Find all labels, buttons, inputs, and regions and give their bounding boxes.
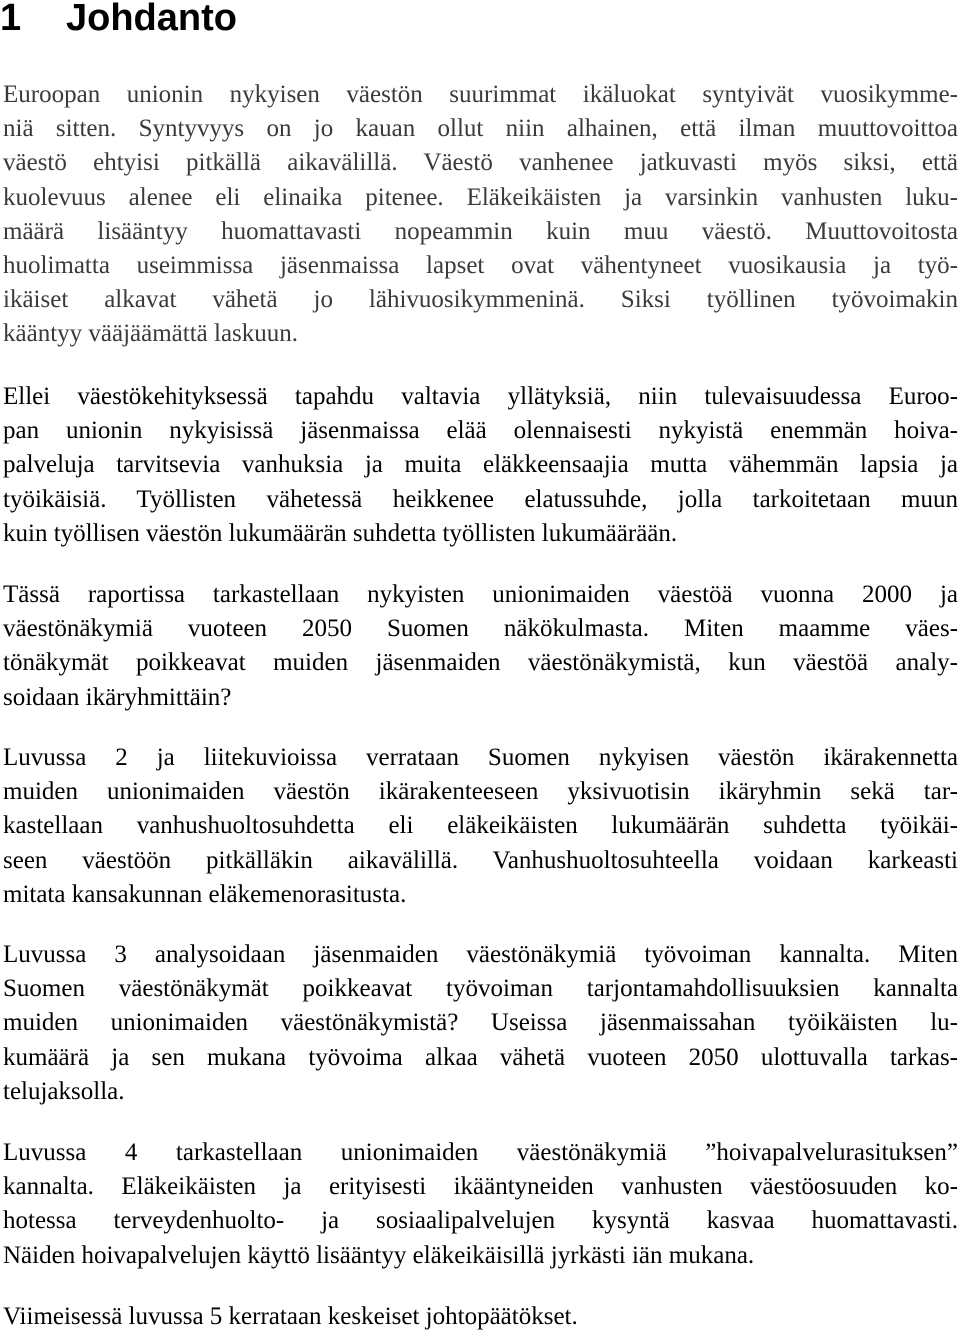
paragraph-line: Näiden hoivapalvelujen käyttö lisääntyy eläkeikäisillä jyrkästi iän mukana. bbox=[3, 1241, 755, 1269]
section-number: 1 bbox=[0, 0, 22, 39]
paragraph-line: Luvussa 3 analysoidaan jäsenmaiden väestönäkymiä työvoiman kannalta. Miten bbox=[3, 941, 958, 968]
paragraph-line: Viimeisessä luvussa 5 kerrataan keskeiset johtopäätökset. bbox=[3, 1303, 578, 1330]
paragraph-line: kastellaan vanhushuoltosuhdetta eli eläkeikäisten lukumäärän suhdetta työikäi- bbox=[3, 812, 958, 840]
paragraph-chapter-3 bbox=[3, 938, 958, 1109]
paragraph-line: Suomen väestönäkymät poikkeavat työvoiman tarjontamahdollisuuksien kannalta bbox=[3, 975, 958, 1003]
paragraph-chapter-4 bbox=[3, 1136, 958, 1273]
paragraph-line: kumäärä ja sen mukana työvoima alkaa vähetä vuoteen 2050 ulottuvalla tarkas- bbox=[3, 1043, 958, 1071]
paragraph-line: kuolevuus alenee eli elinaika pitenee. Eläkeikäisten ja varsinkin vanhusten luku- bbox=[3, 183, 958, 211]
paragraph-line: muiden unionimaiden väestön ikärakenteeseen yksivuotisin ikäryhmin sekä tar- bbox=[3, 778, 958, 806]
paragraph-line: Luvussa 2 ja liitekuvioissa verrataan Suomen nykyisen väestön ikärakennetta bbox=[3, 744, 958, 771]
paragraph-line: määrä lisääntyy huomattavasti nopeammin kuin muu väestö. Muuttovoitosta bbox=[3, 217, 958, 245]
paragraph-line: työikäisiä. Työllisten vähetessä heikkenee elatussuhde, jolla tarkoitetaan muun bbox=[3, 485, 958, 513]
paragraph-intro bbox=[3, 78, 958, 352]
paragraph-line: soidaan ikäryhmittäin? bbox=[3, 683, 232, 711]
section-heading bbox=[0, 0, 237, 42]
paragraph-line: väestönäkymiä vuoteen 2050 Suomen näkökulmasta. Miten maamme väes- bbox=[3, 615, 958, 643]
paragraph-line: muiden unionimaiden väestönäkymistä? Useissa jäsenmaissahan työikäisten lu- bbox=[3, 1009, 958, 1037]
paragraph-line: ikäiset alkavat vähetä jo lähivuosikymmeninä. Siksi työllinen työvoimakin bbox=[3, 286, 958, 314]
paragraph-line: pan unionin nykyisissä jäsenmaissa elää olennaisesti nykyistä enemmän hoiva- bbox=[3, 417, 958, 445]
paragraph-line: mitata kansakunnan eläkemenorasitusta. bbox=[3, 880, 407, 908]
section-title: Johdanto bbox=[66, 0, 237, 39]
paragraph-line: tönäkymät poikkeavat muiden jäsenmaiden väestönäkymistä, kun väestöä analy- bbox=[3, 649, 958, 677]
paragraph-line: kääntyy vääjäämättä laskuun. bbox=[3, 320, 299, 348]
paragraph-line: niä sitten. Syntyvyys on jo kauan ollut niin alhainen, että ilman muuttovoittoa bbox=[3, 115, 958, 143]
paragraph-line: kannalta. Eläkeikäisten ja erityisesti ikääntyneiden vanhusten väestöosuuden ko- bbox=[3, 1173, 958, 1201]
paragraph-chapter-2 bbox=[3, 741, 958, 912]
paragraph-future bbox=[3, 380, 958, 551]
paragraph-line: Ellei väestökehityksessä tapahdu valtavia yllätyksiä, niin tulevaisuudessa Euroo- bbox=[3, 383, 958, 410]
paragraph-line: väestö ehtyisi pitkällä aikavälillä. Väestö vanhenee jatkuvasti myös siksi, että bbox=[3, 149, 958, 177]
paragraph-conclusions bbox=[3, 1300, 958, 1334]
paragraph-line: telujaksolla. bbox=[3, 1077, 125, 1105]
paragraph-line: Luvussa 4 tarkastellaan unionimaiden väestönäkymiä ”hoivapalvelurasituksen” bbox=[3, 1139, 958, 1166]
paragraph-line: Tässä raportissa tarkastellaan nykyisten unionimaiden väestöä vuonna 2000 ja bbox=[3, 581, 958, 608]
paragraph-line: hotessa terveydenhuolto- ja sosiaalipalvelujen kysyntä kasvaa huomattavasti. bbox=[3, 1207, 958, 1235]
paragraph-report-scope bbox=[3, 578, 958, 715]
paragraph-line: seen väestöön pitkälläkin aikavälillä. Vanhushuoltosuhteella voidaan karkeasti bbox=[3, 846, 958, 874]
paragraph-line: huolimatta useimmissa jäsenmaissa lapset ovat vähentyneet vuosikausia ja työ- bbox=[3, 252, 958, 280]
paragraph-line: palveluja tarvitsevia vanhuksia ja muita eläkkeensaajia mutta vähemmän lapsia ja bbox=[3, 451, 958, 479]
paragraph-line: kuin työllisen väestön lukumäärän suhdetta työllisten lukumäärään. bbox=[3, 519, 678, 547]
paragraph-line: Euroopan unionin nykyisen väestön suurimmat ikäluokat syntyivät vuosikymme- bbox=[3, 81, 958, 108]
